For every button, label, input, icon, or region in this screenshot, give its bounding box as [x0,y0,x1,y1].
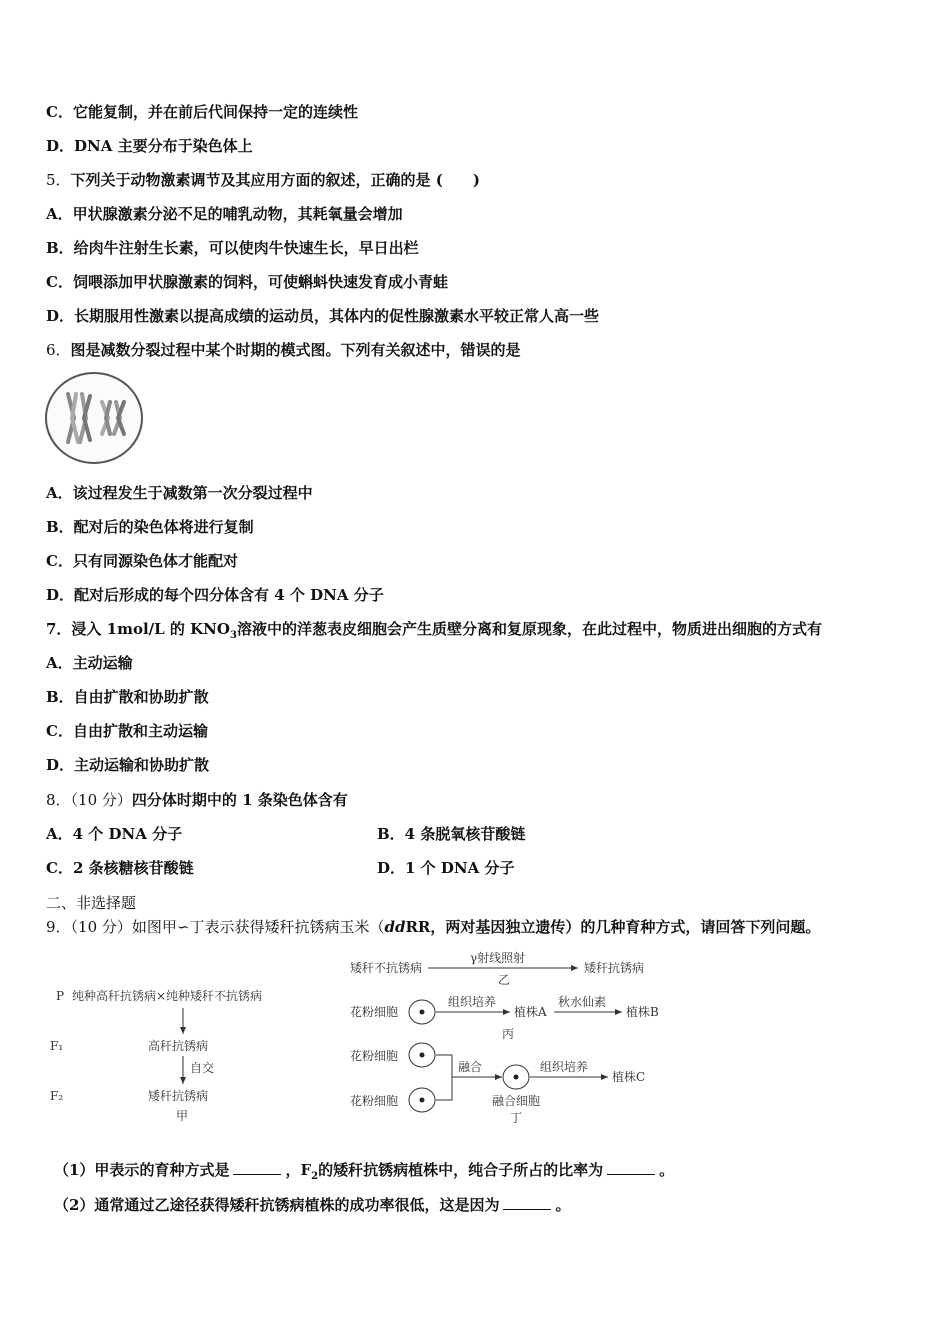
yi-label: 乙 [498,973,511,987]
q8-option-d: D．1 个 DNA 分子 [377,859,515,877]
q7-option-d: D．主动运输和协助扩散 [46,756,210,774]
q8-stem [46,790,348,810]
q6-stem-text: 图是减数分裂过程中某个时期的模式图。下列有关叙述中，错误的是 [70,341,521,359]
q7-option-a: A．主动运输 [46,654,133,672]
ding-join-bracket [436,1055,452,1100]
q5-option-b: B．给肉牛注射生长素，可以使肉牛快速生长，早日出栏 [46,239,419,257]
q7-option-b: B．自由扩散和协助扩散 [46,688,209,706]
ding-fused-cell-text: 融合细胞 [492,1094,541,1108]
ding-fused-nucleus [514,1075,519,1080]
ding-label: 丁 [510,1111,523,1125]
q6-number: 6． [46,341,71,359]
q9-sub2: （2）通常通过乙途径获得矮秆抗锈病植株的成功率很低，这是因为 。 [54,1196,571,1214]
q8-option-c: C．2 条核糖核苷酸链 [46,859,194,877]
jia-cross-text: 纯种高秆抗锈病×纯种矮秆不抗锈病 [72,989,263,1003]
q4-option-c: C．它能复制，并在前后代间保持一定的连续性 [46,103,358,121]
ding-fusion-text: 融合 [458,1060,483,1074]
ding-cell-2-text: 花粉细胞 [350,1094,399,1108]
yi-start-text: 矮秆不抗锈病 [350,961,423,975]
q9-sub1-blank-1 [233,1160,281,1175]
cell-outline [46,373,142,463]
q7-option-c: C．自由扩散和主动运输 [46,722,208,740]
q5-stem [46,170,480,190]
jia-f2-plant: 矮秆抗锈病 [148,1089,209,1103]
breeding-methods-diagram [40,950,680,1130]
jia-label: 甲 [176,1109,189,1123]
q5-option-d: D．长期服用性激素以提高成绩的运动员，其体内的促性腺激素水平较正常人高一些 [46,307,600,325]
ding-plant-c: 植株C [612,1070,646,1084]
ding-nucleus-1 [420,1053,425,1058]
section-heading: 二、非选择题 [46,894,137,912]
q5-option-a: A．甲状腺激素分泌不足的哺乳动物，其耗氧量会增加 [46,205,403,223]
q9-stem: 9．（10 分）如图甲∽丁表示获得矮秆抗锈病玉米（ddRR，两对基因独立遗传）的几种育种方式，请回答下列问题。 [46,918,821,936]
jia-f2-label: F₂ [50,1089,64,1103]
bing-plant-a: 植株A [514,1005,547,1019]
q8-stem-text: 四分体时期中的 1 条染色体含有 [131,791,348,809]
q9-sub1: （1）甲表示的育种方式是 ，$F_2$的矮秆抗锈病植株中，纯合子所占的比率为 。 [54,1161,675,1182]
bing-colchicine-text: 秋水仙素 [558,995,607,1009]
meiosis-cell-figure [44,370,146,466]
bing-culture-text: 组织培养 [448,995,497,1009]
q6-option-a: A．该过程发生于减数第一次分裂过程中 [46,484,313,502]
ding-culture-text: 组织培养 [540,1060,589,1074]
q8-number: 8．（10 分） [46,791,132,809]
q5-option-c: C．饲喂添加甲状腺激素的饲料，可使蝌蚪快速发育成小青蛙 [46,273,448,291]
bing-nucleus [420,1010,425,1015]
bing-plant-b: 植株B [626,1005,659,1019]
jia-p-label: P [56,989,65,1003]
q6-option-c: C．只有同源染色体才能配对 [46,552,238,570]
q4-option-d: D．DNA 主要分布于染色体上 [46,137,253,155]
ding-cell-1-text: 花粉细胞 [350,1049,399,1063]
q6-stem [46,340,521,360]
yi-method-text: γ射线照射 [470,951,526,965]
q6-option-d: D．配对后形成的每个四分体含有 4 个 DNA 分子 [46,586,384,604]
q7-stem: 7．浸入 1mol/L 的 $KNO_3$溶液中的洋葱表皮细胞会产生质壁分离和复原现象，在此过程中，物质进出细胞的方式有 [46,620,822,641]
q9-sub2-blank [503,1195,551,1210]
jia-selfing-text: 自交 [190,1061,215,1075]
q9-sub1-blank-2 [607,1160,655,1175]
q5-number: 5． [46,171,71,189]
jia-f1-label: F₁ [50,1039,64,1053]
q5-stem-text: 下列关于动物激素调节及其应用方面的叙述，正确的是 ( ) [70,171,480,189]
jia-f1-plant: 高秆抗锈病 [148,1039,209,1053]
q8-option-b: B．4 条脱氧核苷酸链 [377,825,526,843]
q8-option-a: A．4 个 DNA 分子 [46,825,183,843]
bing-cell-text: 花粉细胞 [350,1005,399,1019]
bing-label: 丙 [502,1027,515,1041]
q6-option-b: B．配对后的染色体将进行复制 [46,518,254,536]
yi-end-text: 矮秆抗锈病 [584,961,645,975]
ding-nucleus-2 [420,1098,425,1103]
